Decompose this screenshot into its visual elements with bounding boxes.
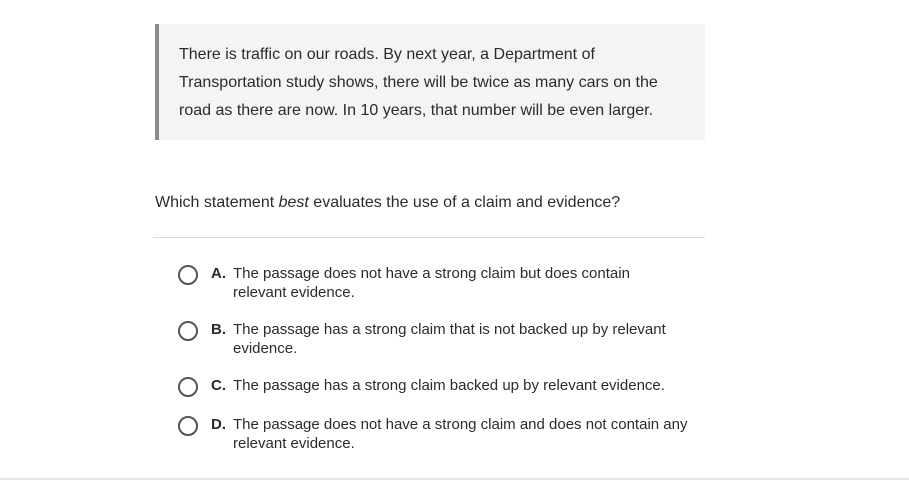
question-emphasis: best xyxy=(278,194,309,211)
choice-letter: D. xyxy=(211,416,226,433)
choice-b[interactable] xyxy=(178,320,708,358)
choice-text: The passage does not have a strong claim but does contain relevant evidence. xyxy=(233,265,630,301)
passage-box xyxy=(155,24,705,140)
radio-button-c[interactable] xyxy=(178,377,198,397)
radio-button-a[interactable] xyxy=(178,265,198,285)
radio-button-d[interactable] xyxy=(178,416,198,436)
question-text-end: evaluates the use of a claim and evidence? xyxy=(308,194,621,211)
question-prompt xyxy=(155,193,620,213)
choice-text: The passage has a strong claim that is not backed up by relevant evidence. xyxy=(233,321,666,357)
question-text-start: Which statement xyxy=(155,194,279,211)
choice-a[interactable] xyxy=(178,264,708,302)
choice-text: The passage does not have a strong claim and does not contain any relevant evidence. xyxy=(233,416,688,452)
radio-button-b[interactable] xyxy=(178,321,198,341)
divider xyxy=(153,237,705,238)
passage-text: There is traffic on our roads. By next year, a Department of Transportation study shows, there will be twice as many cars on the road as there are now. In 10 years, that number will be even larger. xyxy=(179,46,658,119)
choice-c[interactable] xyxy=(178,376,708,397)
choice-text: The passage has a strong claim backed up by relevant evidence. xyxy=(233,377,665,394)
choice-letter: A. xyxy=(211,265,226,282)
choice-d[interactable] xyxy=(178,415,708,453)
answer-choices xyxy=(178,264,708,453)
choice-letter: C. xyxy=(211,377,226,394)
choice-letter: B. xyxy=(211,321,226,338)
